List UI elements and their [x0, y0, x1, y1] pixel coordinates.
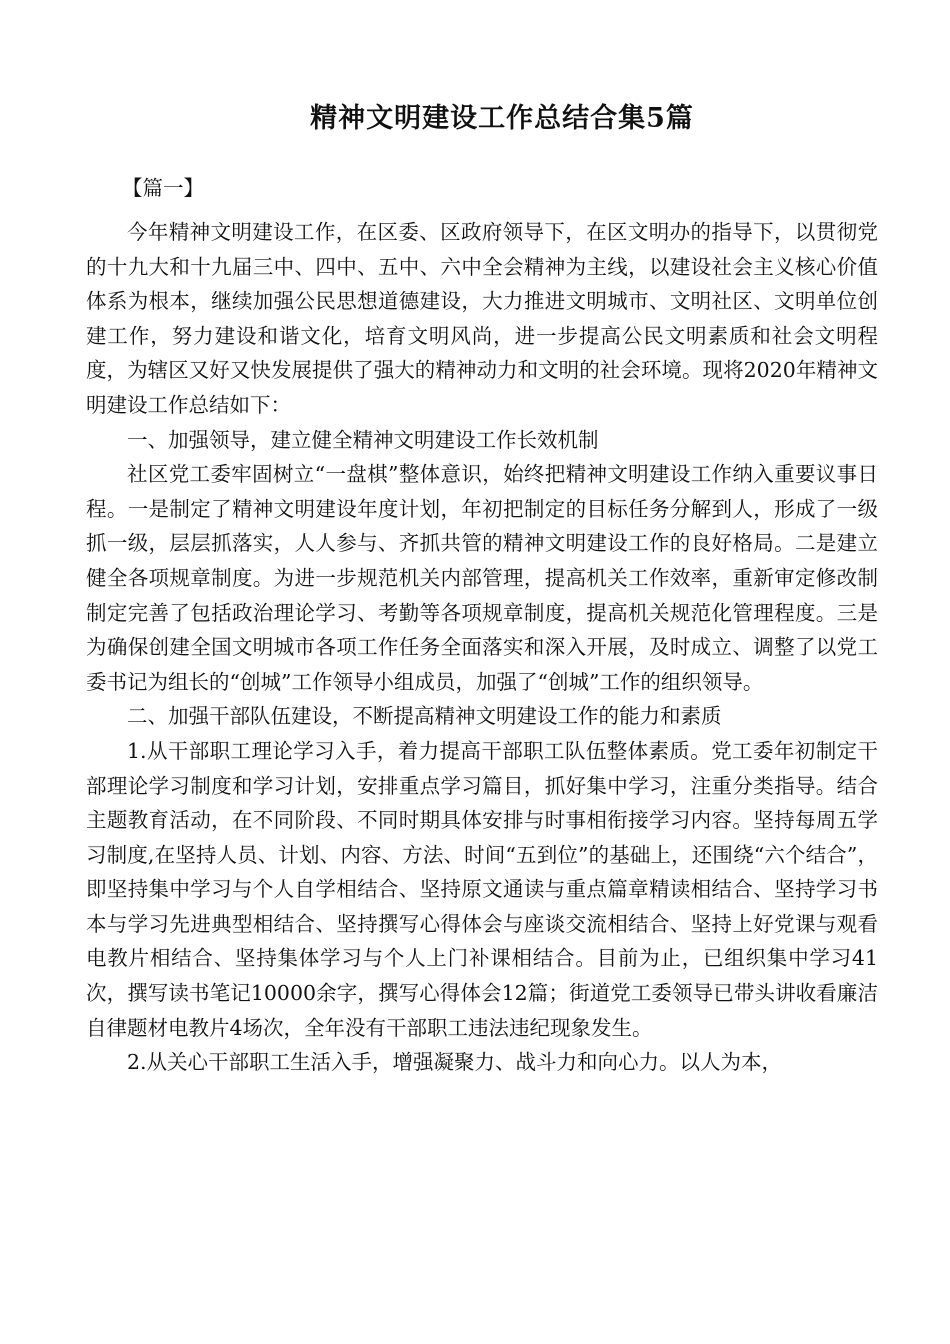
section-heading-2: 二、加强干部队伍建设，不断提高精神文明建设工作的能力和素质: [127, 704, 722, 729]
paragraph-intro: 今年精神文明建设工作，在区委、区政府领导下，在区文明办的指导下，以贯彻党的十九大和十九届三中、四中、五中、六中全会精神为主线，以建设社会主义核心价值体系为根本，继续加强公民思想道德建设，大力推进文明城市、文明社区、文明单位创建工作，努力建设和谐文化，培育文明风尚，进一步提高公民文明素质和社会文明程度，为辖区又好又快发展提供了强大的精神动力和文明的社会环境。现将2020年精神文明建设工作总结如下：: [86, 220, 878, 417]
document-title: 精神文明建设工作总结合集5篇: [310, 103, 694, 134]
section-tag: 【篇一】: [122, 176, 204, 200]
document-page: [86, 96, 878, 1080]
paragraph-study: 1.从干部职工理论学习入手，着力提高干部职工队伍整体素质。党工委年初制定干部理论学习制度和学习计划，安排重点学习篇目，抓好集中学习，注重分类指导。结合主题教育活动，在不同阶段、不同时期具体安排与时事相衔接学习内容。坚持每周五学习制度,在坚持人员、计划、内容、方法、时间“五到位”的基础上，还围绕“六个结合”，即坚持集中学习与个人自学相结合、坚持原文通读与重点篇章精读相结合、坚持学习书本与学习先进典型相结合、坚持撰写心得体会与座谈交流相结合、坚持上好党课与观看电教片相结合、坚持集体学习与个人上门补课相结合。目前为止，已组织集中学习41次，撰写读书笔记10000余字，撰写心得体会12篇；街道党工委领导已带头讲收看廉洁自律题材电教片4场次，全年没有干部职工违法违纪现象发生。: [86, 738, 878, 1040]
section-heading-1: 一、加强领导，建立健全精神文明建设工作长效机制: [127, 427, 599, 452]
paragraph-care: 2.从关心干部职工生活入手，增强凝聚力、战斗力和向心力。以人为本，: [127, 1050, 783, 1075]
paragraph-leadership: 社区党工委牢固树立“一盘棋”整体意识，始终把精神文明建设工作纳入重要议事日程。一是制定了精神文明建设年度计划，年初把制定的目标任务分解到人，形成了一级抓一级，层层抓落实，人人参与、齐抓共管的精神文明建设工作的良好格局。二是建立健全各项规章制度。为进一步规范机关内部管理，提高机关工作效率，重新审定修改制制定完善了包括政治理论学习、考勤等各项规章制度，提高机关规范化管理程度。三是为确保创建全国文明城市各项工作任务全面落实和深入开展，及时成立、调整了以党工委书记为组长的“创城”工作领导小组成员，加强了“创城”工作的组织领导。: [86, 462, 878, 694]
